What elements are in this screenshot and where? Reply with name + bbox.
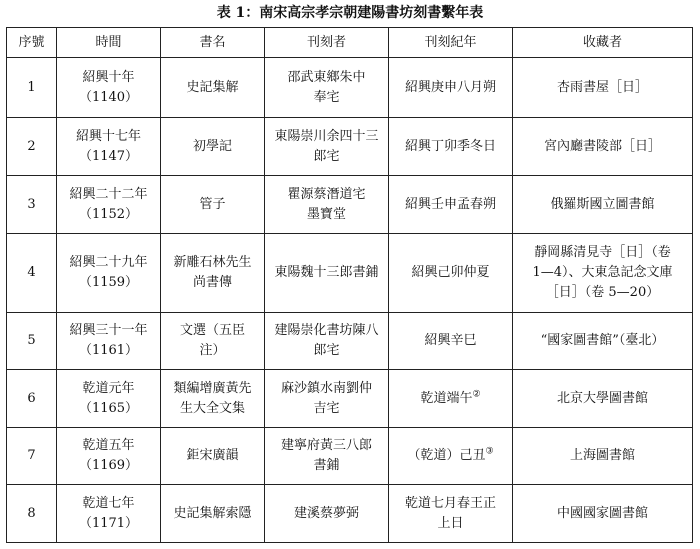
cell-book bbox=[161, 234, 265, 313]
cell-era bbox=[389, 234, 513, 313]
publisher-line: 麻沙鎮水南劉仲 bbox=[280, 380, 372, 396]
header-era: 刊刻紀年 bbox=[389, 28, 513, 58]
cell-book bbox=[161, 485, 265, 543]
collection-line: 1—4）、大東急記念文庫 bbox=[532, 265, 673, 280]
cell-book bbox=[161, 58, 265, 118]
era-line: 紹興辛巳 bbox=[424, 333, 477, 348]
collection-line: 宮內廳書陵部［日］ bbox=[543, 138, 661, 154]
cell-time bbox=[57, 428, 161, 485]
era-line: 紹興庚申八月朔 bbox=[404, 79, 496, 95]
era-line: 紹興丁卯季冬日 bbox=[404, 138, 496, 154]
cell-publisher bbox=[265, 485, 389, 543]
table-row bbox=[7, 118, 693, 176]
publisher-line: 吉宅 bbox=[313, 400, 340, 416]
header-no: 序號 bbox=[7, 28, 57, 58]
cell-time bbox=[57, 118, 161, 176]
cell-no: 6 bbox=[7, 370, 57, 428]
header-time: 時間 bbox=[57, 28, 161, 58]
time-line: （1171） bbox=[78, 515, 139, 531]
cell-time bbox=[57, 370, 161, 428]
time-line: （1152） bbox=[78, 206, 139, 222]
cell-collection bbox=[513, 234, 693, 313]
era-line: 紹興壬申孟春朔 bbox=[404, 196, 496, 212]
book-line: 注） bbox=[199, 343, 226, 358]
time-line: 紹興二十二年 bbox=[69, 186, 148, 202]
table-row bbox=[7, 313, 693, 370]
time-line: （1169） bbox=[78, 458, 139, 473]
cell-era bbox=[389, 313, 513, 370]
publisher-line: 建寧府黃三八郎 bbox=[280, 438, 372, 453]
time-line: （1165） bbox=[78, 400, 139, 416]
book-line: 類編增廣黃先 bbox=[173, 380, 252, 396]
book-line: 初學記 bbox=[192, 138, 232, 154]
cell-publisher bbox=[265, 313, 389, 370]
book-line: 生大全文集 bbox=[179, 400, 245, 416]
cell-era bbox=[389, 58, 513, 118]
table-row bbox=[7, 428, 693, 485]
footnote-marker: ② bbox=[472, 389, 481, 400]
time-line: 乾道五年 bbox=[82, 438, 135, 453]
time-line: 乾道七年 bbox=[82, 495, 135, 511]
cell-book bbox=[161, 370, 265, 428]
book-line: 史記集解 bbox=[186, 79, 239, 95]
time-line: 紹興十年 bbox=[82, 69, 135, 85]
time-line: （1140） bbox=[78, 89, 139, 105]
cell-era bbox=[389, 428, 513, 485]
cell-collection bbox=[513, 313, 693, 370]
table-row bbox=[7, 485, 693, 543]
header-publisher: 刊刻者 bbox=[265, 28, 389, 58]
cell-time bbox=[57, 485, 161, 543]
cell-no: 2 bbox=[7, 118, 57, 176]
cell-time bbox=[57, 313, 161, 370]
collection-line: ［日］（卷 5—20） bbox=[545, 285, 660, 300]
cell-collection bbox=[513, 58, 693, 118]
collection-line: 杏雨書屋［日］ bbox=[556, 79, 648, 95]
era-line: 紹興己卯仲夏 bbox=[411, 265, 490, 280]
cell-no: 5 bbox=[7, 313, 57, 370]
collection-line: “國家圖書館”（臺北） bbox=[540, 333, 665, 348]
publisher-line: 東陽魏十三郎書鋪 bbox=[274, 265, 379, 280]
cell-time bbox=[57, 176, 161, 234]
cell-no: 7 bbox=[7, 428, 57, 485]
time-line: 紹興十七年 bbox=[75, 128, 141, 144]
era-line: （乾道）己丑 bbox=[407, 448, 486, 463]
time-line: （1147） bbox=[78, 148, 139, 164]
publisher-line: 墨寶堂 bbox=[306, 206, 346, 222]
cell-time bbox=[57, 234, 161, 313]
table-row bbox=[7, 176, 693, 234]
book-line: 尚書傳 bbox=[192, 275, 232, 290]
cell-publisher bbox=[265, 118, 389, 176]
era-line: 乾道端午 bbox=[420, 390, 473, 406]
cell-no: 1 bbox=[7, 58, 57, 118]
cell-publisher bbox=[265, 176, 389, 234]
time-line: 紹興三十一年 bbox=[69, 323, 148, 338]
era-line: 乾道七月春王正 bbox=[404, 495, 496, 511]
collection-line: 俄羅斯國立圖書館 bbox=[550, 196, 655, 212]
table-row bbox=[7, 58, 693, 118]
cell-no: 4 bbox=[7, 234, 57, 313]
cell-publisher bbox=[265, 428, 389, 485]
cell-era bbox=[389, 485, 513, 543]
publisher-line: 建溪蔡夢弼 bbox=[293, 505, 359, 521]
cell-publisher bbox=[265, 234, 389, 313]
cell-collection bbox=[513, 370, 693, 428]
book-line: 新雕石林先生 bbox=[173, 255, 252, 270]
book-line: 管子 bbox=[199, 196, 226, 212]
footnote-marker: ③ bbox=[485, 446, 494, 457]
book-line: 文選（五臣 bbox=[179, 323, 245, 338]
cell-collection bbox=[513, 176, 693, 234]
cell-era bbox=[389, 118, 513, 176]
publisher-line: 邵武東鄉朱中 bbox=[287, 69, 366, 85]
cell-book bbox=[161, 176, 265, 234]
publisher-line: 郎宅 bbox=[313, 343, 340, 358]
time-line: 紹興二十九年 bbox=[69, 255, 148, 270]
publisher-line: 書鋪 bbox=[313, 458, 340, 473]
era-line: 上日 bbox=[437, 515, 464, 531]
table-row bbox=[7, 234, 693, 313]
chronology-table bbox=[6, 27, 693, 543]
header-book: 書名 bbox=[161, 28, 265, 58]
publisher-line: 奉宅 bbox=[313, 89, 340, 105]
cell-era bbox=[389, 176, 513, 234]
time-line: （1161） bbox=[78, 343, 139, 358]
header-collection: 收藏者 bbox=[513, 28, 693, 58]
book-line: 鉅宋廣韻 bbox=[186, 448, 239, 463]
cell-era bbox=[389, 370, 513, 428]
time-line: 乾道元年 bbox=[82, 380, 135, 396]
collection-line: 上海圖書館 bbox=[569, 448, 635, 463]
cell-collection bbox=[513, 485, 693, 543]
publisher-line: 建陽崇化書坊陳八 bbox=[274, 323, 379, 338]
time-line: （1159） bbox=[78, 275, 139, 290]
cell-publisher bbox=[265, 58, 389, 118]
header-row bbox=[7, 28, 693, 58]
publisher-line: 東陽崇川余四十三 bbox=[274, 128, 379, 144]
cell-no: 8 bbox=[7, 485, 57, 543]
cell-book bbox=[161, 118, 265, 176]
cell-no: 3 bbox=[7, 176, 57, 234]
book-line: 史記集解索隱 bbox=[173, 505, 252, 521]
publisher-line: 郎宅 bbox=[313, 148, 340, 164]
cell-collection bbox=[513, 428, 693, 485]
table-row bbox=[7, 370, 693, 428]
collection-line: 靜岡縣清見寺［日］（卷 bbox=[534, 245, 671, 260]
table-title: 表 1：南宋高宗孝宗朝建陽書坊刻書繫年表 bbox=[216, 5, 484, 21]
cell-time bbox=[57, 58, 161, 118]
cell-publisher bbox=[265, 370, 389, 428]
collection-line: 中國國家圖書館 bbox=[556, 505, 648, 521]
publisher-line: 瞿源蔡潛道宅 bbox=[287, 186, 366, 202]
collection-line: 北京大學圖書館 bbox=[556, 390, 648, 406]
cell-book bbox=[161, 313, 265, 370]
cell-collection bbox=[513, 118, 693, 176]
cell-book bbox=[161, 428, 265, 485]
